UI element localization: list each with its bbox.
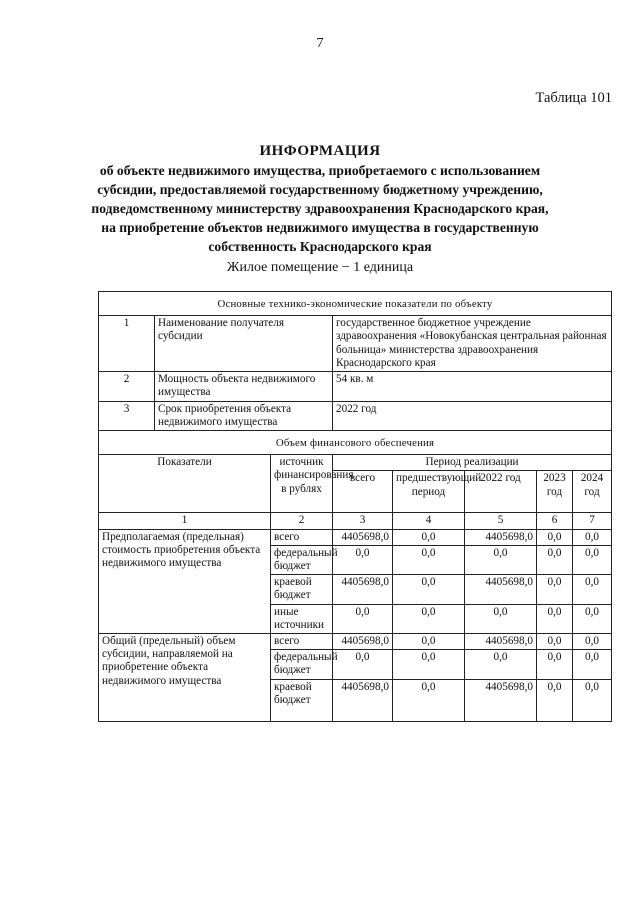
row-label: Срок приобретения объекта недвижимого имущества xyxy=(155,401,333,430)
table-label: Таблица 101 xyxy=(535,90,612,106)
title-line-3: подведомственному министерству здравоохранения Краснодарского края, xyxy=(91,201,549,216)
table-row xyxy=(99,401,612,430)
row-value: государственное бюджетное учреждение здравоохранения «Новокубанская центральная районная больница» министерства здравоохранения Краснодарского края xyxy=(333,316,612,372)
title-line-5: собственность Краснодарского края xyxy=(208,239,432,254)
value-2024: 0,0 xyxy=(573,529,612,545)
col-number: 6 xyxy=(537,513,573,529)
document-heading xyxy=(0,142,640,256)
title-line-4: на приобретение объектов недвижимого имущества в государственную xyxy=(101,220,539,235)
col-2024: 2024 год xyxy=(573,471,612,513)
value-2023: 0,0 xyxy=(537,529,573,545)
value-2023: 0,0 xyxy=(537,604,573,633)
value-2024: 0,0 xyxy=(573,679,612,721)
col-number: 2 xyxy=(271,513,333,529)
value-total: 4405698,0 xyxy=(333,679,393,721)
subtitle: Жилое помещение − 1 единица xyxy=(226,260,414,275)
value-total: 0,0 xyxy=(333,650,393,679)
indicator-label: Общий (предельный) объем субсидии, направляемой на приобретение объекта недвижимого имущества xyxy=(99,634,271,722)
row-label: Мощность объекта недвижимого имущества xyxy=(155,372,333,401)
col-period: Период реализации xyxy=(333,455,612,471)
col-number: 7 xyxy=(573,513,612,529)
value-2022: 0,0 xyxy=(465,545,537,574)
value-prev: 0,0 xyxy=(393,575,465,604)
row-number: 3 xyxy=(99,401,155,430)
value-2023: 0,0 xyxy=(537,650,573,679)
col-number: 5 xyxy=(465,513,537,529)
row-number: 1 xyxy=(99,316,155,372)
value-2022: 4405698,0 xyxy=(465,679,537,721)
source-label: всего xyxy=(271,529,333,545)
page-number: 7 xyxy=(316,36,324,51)
table-row xyxy=(99,634,612,650)
col-indicators: Показатели xyxy=(99,455,271,513)
value-2024: 0,0 xyxy=(573,604,612,633)
value-prev: 0,0 xyxy=(393,529,465,545)
value-2023: 0,0 xyxy=(537,634,573,650)
row-value: 54 кв. м xyxy=(333,372,612,401)
value-total: 4405698,0 xyxy=(333,575,393,604)
table-row xyxy=(99,529,612,545)
table-row xyxy=(99,316,612,372)
col-number: 1 xyxy=(99,513,271,529)
value-prev: 0,0 xyxy=(393,634,465,650)
source-label: иные источники xyxy=(271,604,333,633)
value-total: 4405698,0 xyxy=(333,529,393,545)
source-label: краевой бюджет xyxy=(271,679,333,721)
info-table xyxy=(98,291,612,722)
value-2024: 0,0 xyxy=(573,545,612,574)
title-line-2: субсидии, предоставляемой государственному бюджетному учреждению, xyxy=(97,182,543,197)
value-2022: 4405698,0 xyxy=(465,529,537,545)
source-label: федеральный бюджет xyxy=(271,650,333,679)
value-2023: 0,0 xyxy=(537,575,573,604)
section1-header: Основные технико-экономические показатели по объекту xyxy=(99,292,612,316)
col-total: всего xyxy=(333,471,393,513)
col-number: 3 xyxy=(333,513,393,529)
section2-header-row xyxy=(99,431,612,455)
value-2023: 0,0 xyxy=(537,679,573,721)
col-2022: 2022 год xyxy=(465,471,537,513)
section2-header: Объем финансового обеспечения xyxy=(99,431,612,455)
value-total: 0,0 xyxy=(333,545,393,574)
indicator-label: Предполагаемая (предельная) стоимость приобретения объекта недвижимого имущества xyxy=(99,529,271,633)
title-line-1: об объекте недвижимого имущества, приобретаемого с использованием xyxy=(99,163,541,178)
value-2022: 4405698,0 xyxy=(465,634,537,650)
value-2024: 0,0 xyxy=(573,575,612,604)
source-label: всего xyxy=(271,634,333,650)
value-2023: 0,0 xyxy=(537,545,573,574)
col-number: 4 xyxy=(393,513,465,529)
col-source: источник финансирования в рублях xyxy=(271,455,333,513)
value-2024: 0,0 xyxy=(573,634,612,650)
row-label: Наименование получателя субсидии xyxy=(155,316,333,372)
value-total: 0,0 xyxy=(333,604,393,633)
source-label: краевой бюджет xyxy=(271,575,333,604)
document-title: ИНФОРМАЦИЯ xyxy=(259,143,381,159)
column-header-row xyxy=(99,455,612,471)
value-prev: 0,0 xyxy=(393,650,465,679)
value-2022: 4405698,0 xyxy=(465,575,537,604)
row-number: 2 xyxy=(99,372,155,401)
table-row xyxy=(99,372,612,401)
source-label: федеральный бюджет xyxy=(271,545,333,574)
value-2022: 0,0 xyxy=(465,604,537,633)
value-prev: 0,0 xyxy=(393,545,465,574)
col-prev: предшествующий период xyxy=(393,471,465,513)
row-value: 2022 год xyxy=(333,401,612,430)
value-prev: 0,0 xyxy=(393,679,465,721)
value-2024: 0,0 xyxy=(573,650,612,679)
value-prev: 0,0 xyxy=(393,604,465,633)
value-2022: 0,0 xyxy=(465,650,537,679)
section1-header-row xyxy=(99,292,612,316)
value-total: 4405698,0 xyxy=(333,634,393,650)
col-2023: 2023 год xyxy=(537,471,573,513)
column-numbers-row xyxy=(99,513,612,529)
